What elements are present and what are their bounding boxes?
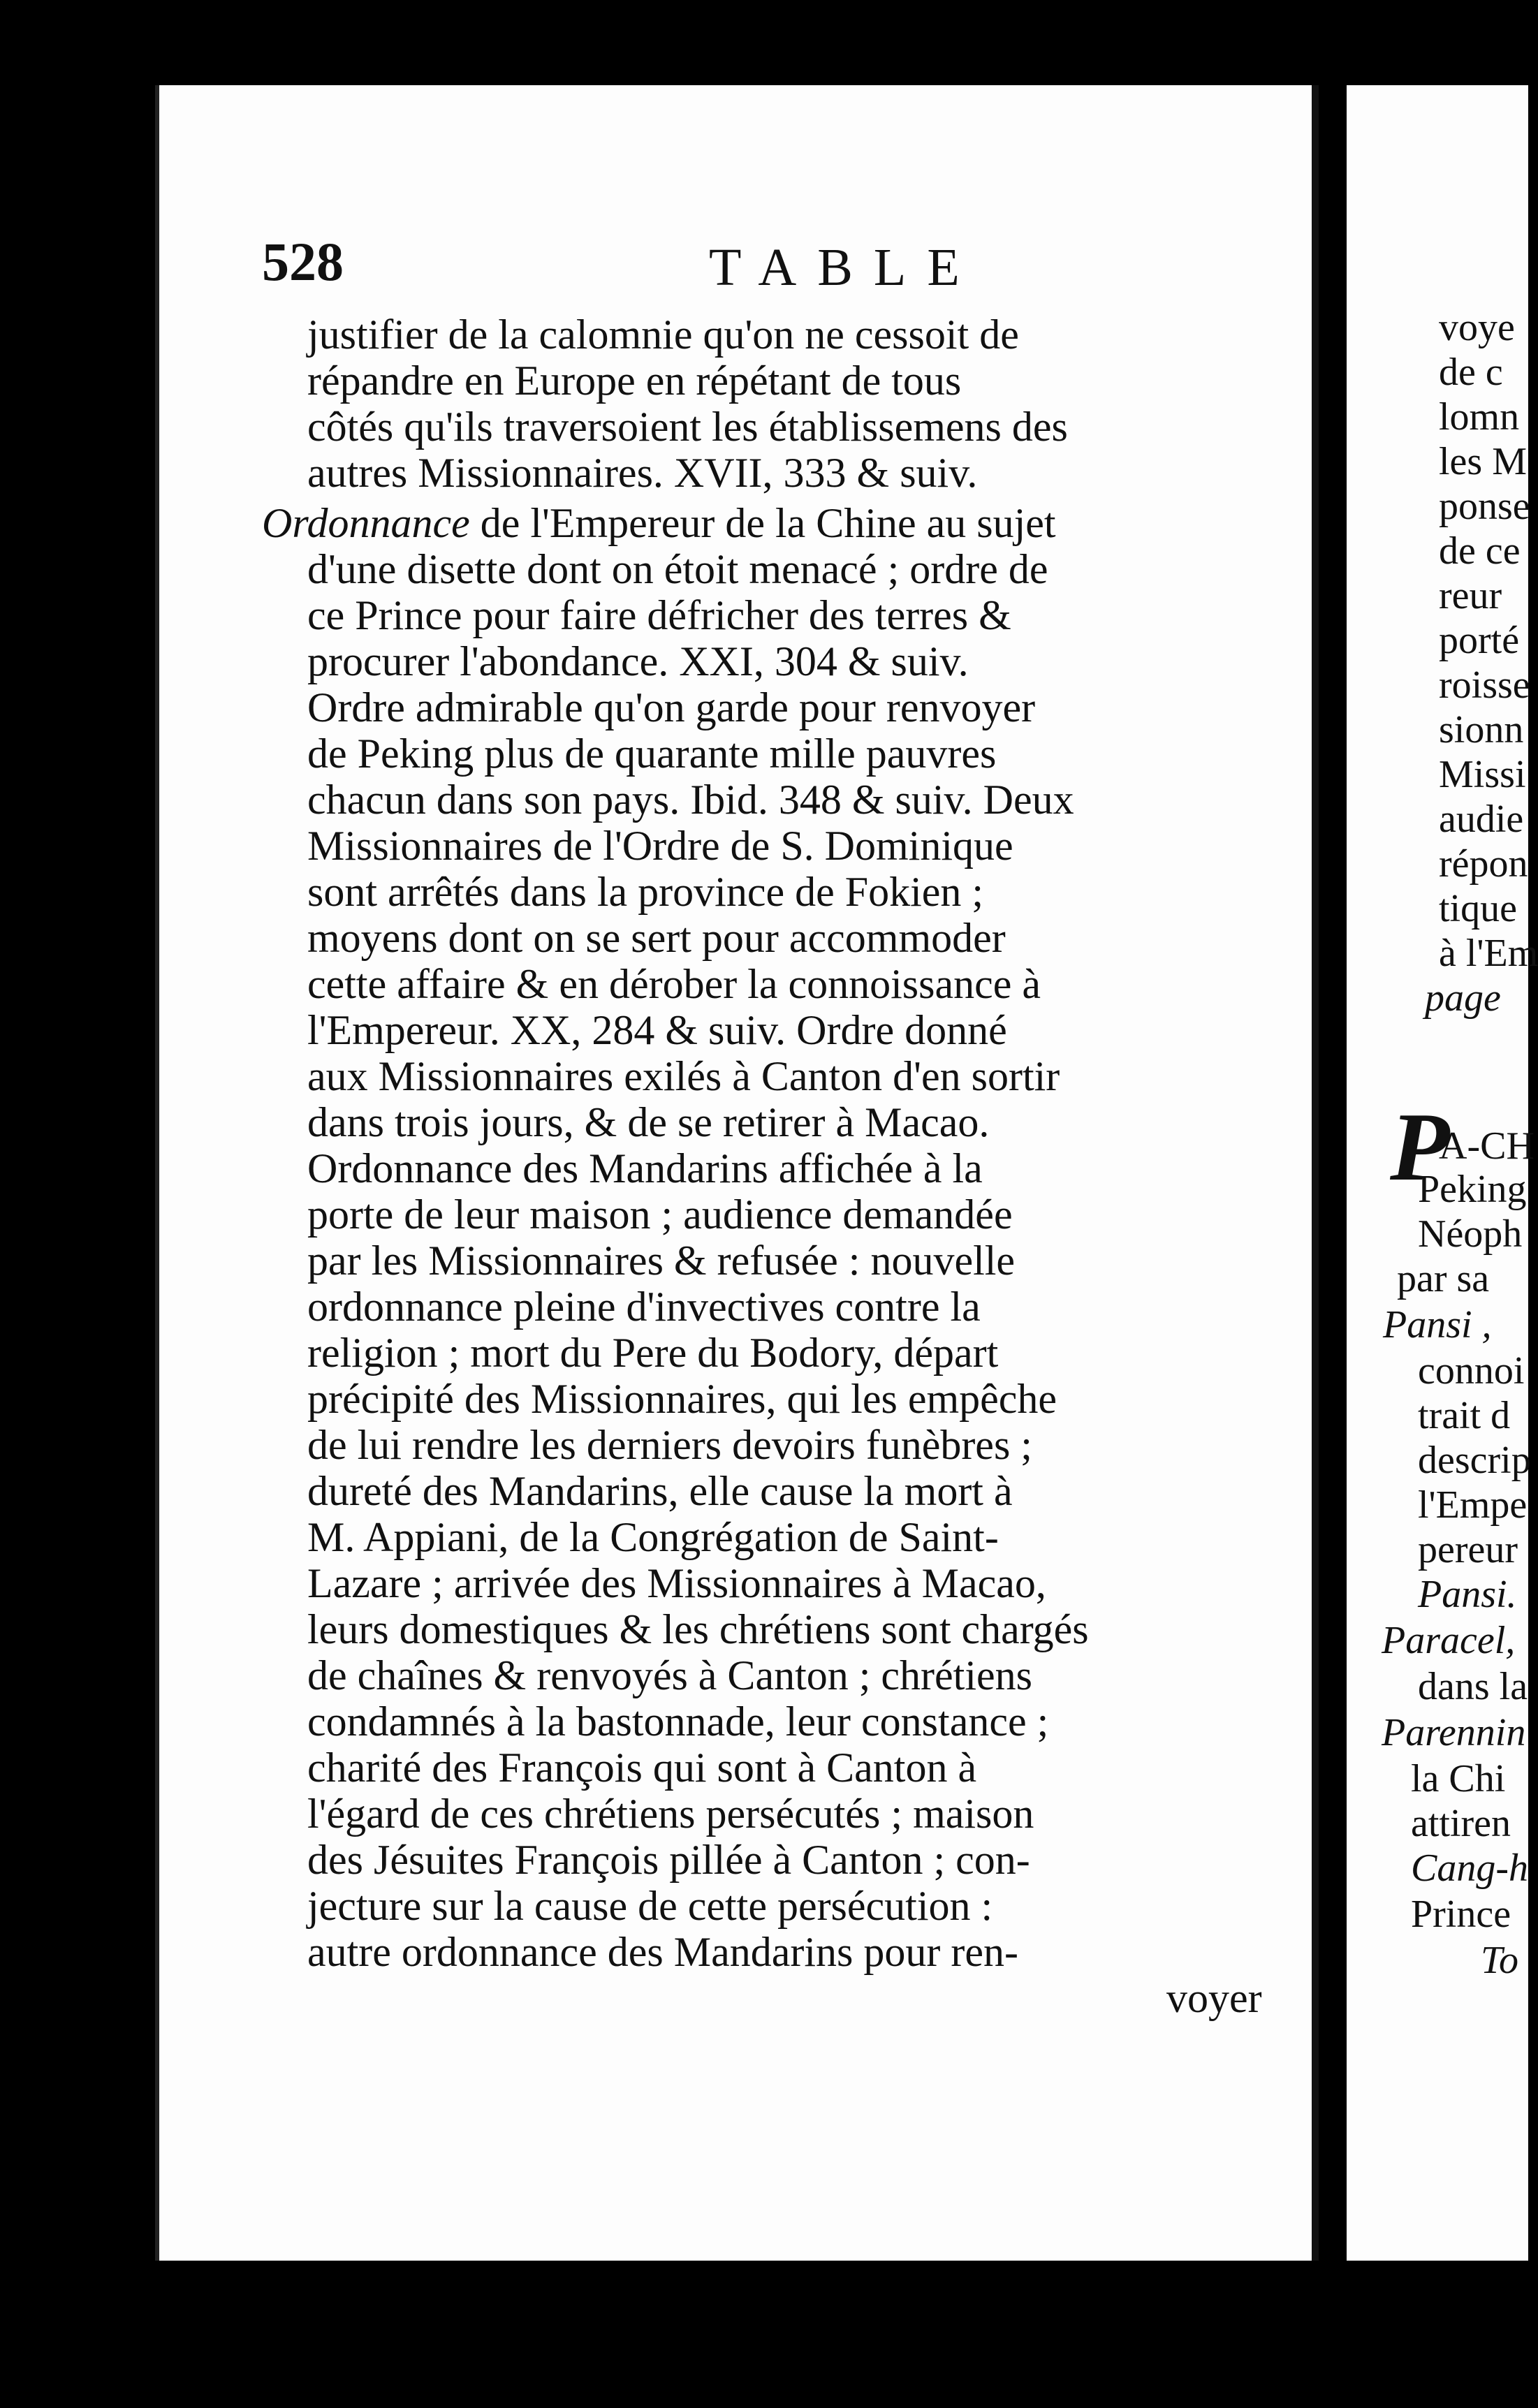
text-line: sont arrêtés dans la province de Fokien ; xyxy=(307,869,984,915)
text-line: dureté des Mandarins, elle cause la mort à xyxy=(307,1468,1013,1514)
text-line: ponse xyxy=(1439,485,1530,528)
text-line: condamnés à la bastonnade, leur constance ; xyxy=(307,1698,1049,1745)
text-line: chacun dans son pays. Ibid. 348 & suiv. Deux xyxy=(307,777,1074,823)
text-line: attiren xyxy=(1411,1802,1511,1845)
text-line: descrip xyxy=(1418,1439,1531,1482)
text-line: Missi xyxy=(1439,753,1526,796)
text-line: pereur xyxy=(1418,1528,1518,1571)
text-line: côtés qu'ils traversoient les établissemens des xyxy=(307,404,1068,450)
text-line: répandre en Europe en répétant de tous xyxy=(307,358,962,404)
text-line: audie xyxy=(1439,798,1524,841)
running-title: TABLE xyxy=(709,238,981,297)
text-line: l'égard de ces chrétiens persécutés ; maison xyxy=(307,1791,1034,1837)
text-line: par les Missionnaires & refusée : nouvelle xyxy=(307,1238,1016,1284)
text-line: de Peking plus de quarante mille pauvres xyxy=(307,731,997,777)
text-line: cette affaire & en dérober la connoissance à xyxy=(307,961,1041,1007)
text-line: To xyxy=(1481,1939,1519,1982)
drop-cap: P xyxy=(1390,1093,1450,1201)
text-line: justifier de la calomnie qu'on ne cessoit de xyxy=(307,311,1019,358)
text-line: Ordre admirable qu'on garde pour renvoyer xyxy=(307,684,1036,731)
text-line: l'Empereur. XX, 284 & suiv. Ordre donné xyxy=(307,1007,1007,1053)
text-line: Ordonnance de l'Empereur de la Chine au sujet xyxy=(262,500,1056,546)
text-line: porte de leur maison ; audience demandée xyxy=(307,1191,1013,1238)
text-line: tique xyxy=(1439,887,1517,930)
text-line: Pansi , xyxy=(1383,1303,1492,1346)
text-line: Cang-h xyxy=(1411,1847,1528,1890)
text-line: voyer xyxy=(1166,1975,1262,2021)
text-line: Prince xyxy=(1411,1893,1511,1936)
text-line: moyens dont on se sert pour accommoder xyxy=(307,915,1006,961)
text-line: les M xyxy=(1439,440,1527,483)
text-line: dans la xyxy=(1418,1665,1528,1708)
text-line: procurer l'abondance. XXI, 304 & suiv. xyxy=(307,638,969,684)
text-line: reur xyxy=(1439,574,1502,617)
text-line: de ce xyxy=(1439,529,1521,573)
text-line: la Chi xyxy=(1411,1757,1506,1800)
text-line: lomn xyxy=(1439,395,1520,439)
text-line: Parennin xyxy=(1382,1711,1526,1754)
text-line: Ordonnance des Mandarins affichée à la xyxy=(307,1145,983,1191)
text-line: page xyxy=(1425,976,1501,1020)
text-line: roisse xyxy=(1439,663,1530,707)
text-line: leurs domestiques & les chrétiens sont chargés xyxy=(307,1606,1089,1652)
text-line: de lui rendre les derniers devoirs funèbres ; xyxy=(307,1422,1032,1468)
text-line: jecture sur la cause de cette persécution : xyxy=(307,1883,993,1929)
text-line: M. Appiani, de la Congrégation de Saint- xyxy=(307,1514,999,1560)
text-line: religion ; mort du Pere du Bodory, départ xyxy=(307,1330,999,1376)
text-line: Missionnaires de l'Ordre de S. Dominique xyxy=(307,823,1013,869)
text-line: Lazare ; arrivée des Missionnaires à Macao, xyxy=(307,1560,1046,1606)
text-line: Peking xyxy=(1418,1168,1527,1211)
text-line: ce Prince pour faire défricher des terres & xyxy=(307,592,1011,638)
text-line: de chaînes & renvoyés à Canton ; chrétiens xyxy=(307,1652,1032,1698)
text-line: autre ordonnance des Mandarins pour ren- xyxy=(307,1929,1018,1975)
text-line: de c xyxy=(1439,351,1503,394)
text-line: Néoph xyxy=(1418,1212,1523,1256)
text-line: ordonnance pleine d'invectives contre la xyxy=(307,1284,981,1330)
text-line: voye xyxy=(1439,306,1515,349)
text-line: Paracel, xyxy=(1382,1619,1516,1662)
text-line: à l'Em xyxy=(1439,932,1538,975)
text-line: d'une disette dont on étoit menacé ; ordre de xyxy=(307,546,1048,592)
text-line: autres Missionnaires. XVII, 333 & suiv. xyxy=(307,450,978,496)
text-line: l'Empe xyxy=(1418,1483,1528,1527)
text-line: charité des François qui sont à Canton à xyxy=(307,1745,977,1791)
text-line: A-CH xyxy=(1439,1124,1535,1168)
text-line: par sa xyxy=(1397,1257,1490,1300)
text-line: porté xyxy=(1439,619,1520,662)
text-line: des Jésuites François pillée à Canton ; con- xyxy=(307,1837,1030,1883)
text-line: Pansi. xyxy=(1418,1573,1517,1616)
text-line: précipité des Missionnaires, qui les empêche xyxy=(307,1376,1057,1422)
text-line: trait d xyxy=(1418,1394,1511,1437)
text-line: répon xyxy=(1439,842,1528,886)
text-line: aux Missionnaires exilés à Canton d'en sortir xyxy=(307,1053,1060,1099)
text-line: dans trois jours, & de se retirer à Macao. xyxy=(307,1099,990,1145)
text-line: connoi xyxy=(1418,1349,1525,1393)
text-line: sionn xyxy=(1439,708,1524,751)
page-number: 528 xyxy=(262,231,344,292)
